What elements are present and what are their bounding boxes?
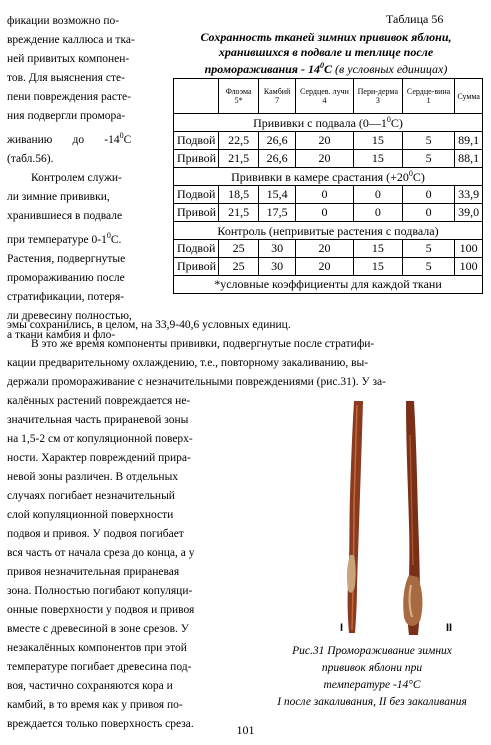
row-name-cell: Привой (174, 204, 219, 222)
caption-fragment: С (323, 62, 332, 76)
table-row (174, 240, 483, 258)
graft-specimen-1 (347, 401, 363, 633)
table-section-title (174, 222, 483, 240)
page-number: 101 (236, 723, 255, 737)
text-line: воя, частично сохраняются кора и (7, 680, 173, 692)
text-line-temp2 (7, 226, 163, 250)
table-section-title (174, 168, 483, 186)
table-header-cell: Флоэма 5* (219, 79, 259, 114)
caption-line: хранившихся в подвале и теплице после (218, 44, 434, 59)
table-section-row (174, 222, 483, 240)
table-cell: 15,4 (259, 186, 296, 204)
caption-fragment: (в условных единицах) (331, 62, 448, 76)
table-cell: 15 (353, 240, 402, 258)
degree-sup: 0 (408, 168, 413, 178)
table-cell: 100 (455, 240, 483, 258)
row-name-cell: Подвой (174, 186, 219, 204)
row-name-cell: Подвой (174, 132, 219, 150)
text-line: В это же время компоненты прививки, подвергнутые после стратифи- (31, 338, 375, 350)
table-section-row (174, 114, 483, 132)
text-line: привоя незначительная приранeвая (7, 566, 180, 578)
table-cell: 20 (296, 258, 354, 276)
table-cell: 20 (296, 132, 354, 150)
table-cell: 26,6 (259, 150, 296, 168)
table-cell: 20 (296, 240, 354, 258)
table-section-row (174, 168, 483, 186)
text-line: случаях погибает незначительный (7, 490, 175, 502)
text-line: а ткани камбия и фло- (7, 328, 116, 341)
table-cell: 15 (353, 258, 402, 276)
table-cell: 18,5 (219, 186, 259, 204)
table-cell: 88,1 (455, 150, 483, 168)
table-row (174, 186, 483, 204)
table-cell: 5 (402, 150, 454, 168)
degree-sup: 0 (319, 61, 324, 70)
text-line: значительная часть приранeвой зоны (7, 414, 189, 426)
table-row (174, 204, 483, 222)
table-cell: 15 (353, 132, 402, 150)
text-fragment: С. (110, 233, 122, 246)
text-line: Контролем служи- (31, 171, 122, 184)
table-row (174, 150, 483, 168)
table-caption (170, 30, 482, 77)
table-row (174, 258, 483, 276)
text-fragment: C (123, 133, 132, 146)
degree-sup: 0 (119, 131, 124, 140)
table-cell: 0 (353, 186, 402, 204)
text-line: фикации возможно по- (7, 15, 120, 27)
figure-label-1: I (340, 622, 344, 634)
table-cell: 22,5 (219, 132, 259, 150)
table-cell: 100 (455, 258, 483, 276)
table-cell: 20 (296, 150, 354, 168)
table-cell: 26,6 (259, 132, 296, 150)
text-line: ней привитых компонен- (7, 53, 130, 65)
table-cell: 17,5 (259, 204, 296, 222)
table-cell: 21,5 (219, 204, 259, 222)
table-cell: 25 (219, 258, 259, 276)
text-line: камбий, в то время как у привоя по- (7, 699, 183, 711)
text-line: Растения, подвергнутые (7, 252, 126, 265)
text-line: вреждается только поверхность среза. (7, 718, 194, 730)
table-cell: 33,9 (455, 186, 483, 204)
table-cell: 5 (402, 240, 454, 258)
text-line: онные поверхности у подвоя и привоя (7, 604, 195, 616)
table-cell: 0 (296, 204, 354, 222)
table-cell: 0 (402, 186, 454, 204)
degree-sup: 0 (386, 114, 391, 124)
text-line: ния подвергли проморa- (7, 110, 126, 122)
text-line: кации предварительному охлаждению, т.е., повторному закаливанию, вы- (7, 357, 369, 369)
text-line: вся часть от начала среза до конца, а у (7, 547, 195, 559)
graft-specimen-2 (403, 401, 422, 635)
text-line: эмы сохранились, в целом, на 33,9-40,6 условных единиц. (7, 319, 291, 331)
caption-fragment: промораживания - 14 (204, 62, 320, 76)
table-header-cell: Сердцев. лучи 4 (296, 79, 354, 114)
table-cell: 25 (219, 240, 259, 258)
table-header-cell: Сердце-вина 1 (402, 79, 454, 114)
table-row (174, 132, 483, 150)
section-title-fragment: Контроль (непривитые растения с подвала) (217, 223, 439, 238)
figure-label-2: II (446, 622, 453, 634)
caption-line: прививок яблони при (321, 662, 423, 674)
text-line: тов. Для выяснения сте- (7, 72, 125, 84)
text-line: слой копуляционной поверхности (7, 509, 174, 521)
row-name-cell: Подвой (174, 240, 219, 258)
figure-grafts-photo (268, 395, 482, 639)
text-line: ли древесину полностью, (7, 309, 132, 322)
table-cell: 0 (353, 204, 402, 222)
table-header-cell (174, 79, 219, 114)
text-line: ли зимние прививки, (7, 190, 110, 203)
caption-line: температуре -14°С (323, 679, 421, 691)
text-line: стратификации, потеря- (7, 290, 125, 303)
text-line: на 1,5-2 см от копуляционной поверх- (7, 433, 193, 445)
caption-line: Сохранность тканей зимних прививок яблони, (200, 30, 452, 44)
text-line: вместе с древесиной в зоне срезов. У (7, 623, 189, 635)
table-label: Таблица 56 (386, 12, 444, 26)
left-column-text (7, 12, 163, 345)
section-title-fragment: Прививки с подвала (0—1 (253, 115, 387, 130)
text-fragment: живанию до -14 (7, 133, 120, 146)
text-line: проморaживанию после (7, 271, 125, 284)
text-line: пени повреждения расте- (7, 91, 131, 103)
paragraph-2 (7, 335, 483, 392)
table-cell: 30 (259, 240, 296, 258)
text-line: калённых растений повреждается не- (7, 395, 191, 407)
section-title-fragment: Прививки в камере срастания (+20 (231, 169, 409, 184)
caption-line: I после закаливания, II без закаливания (277, 696, 467, 708)
text-line: ности. Характер повреждений прира- (7, 452, 191, 464)
lower-left-text (7, 392, 243, 734)
table-cell: 15 (353, 150, 402, 168)
text-line: незакалённых компонентов при этой (7, 642, 187, 654)
text-line: вреждение каллюса и тка- (7, 34, 135, 46)
table-cell: 39,0 (455, 204, 483, 222)
table-footnote: *условные коэффициенты для каждой ткани (174, 276, 483, 294)
table-cell: 0 (402, 204, 454, 222)
text-line: (табл.56). (7, 152, 54, 165)
table-header-cell: Сумма (455, 79, 483, 114)
table-cell: 5 (402, 258, 454, 276)
table-cell: 0 (296, 186, 354, 204)
table-cell: 21,5 (219, 150, 259, 168)
table-header-cell: Пери-дерма 3 (353, 79, 402, 114)
table-cell: 5 (402, 132, 454, 150)
table-header-row (174, 79, 483, 114)
caption-line (170, 59, 482, 77)
table-cell: 30 (259, 258, 296, 276)
figure-caption (256, 643, 488, 711)
section-title-fragment: С) (390, 115, 403, 130)
table-footnote-row (174, 276, 483, 294)
row-name-cell: Привой (174, 258, 219, 276)
text-line: хранившиеся в подвале (7, 209, 123, 222)
caption-line: Рис.31 Проморaживание зимних (292, 645, 452, 657)
table-cell: 89,1 (455, 132, 483, 150)
row-name-cell: Привой (174, 150, 219, 168)
table-header-cell: Камбий 7 (259, 79, 296, 114)
text-line: держали проморaживание с незначительными повреждениями (рис.31). У за- (7, 376, 386, 388)
degree-sup: 0 (106, 230, 111, 240)
text-fragment: при температуре 0-1 (7, 233, 107, 246)
text-line-temp (7, 126, 163, 150)
text-line: температуре погибает древесина под- (7, 661, 192, 673)
text-line: невой зоны различен. В отдельных (7, 471, 179, 483)
section-title-fragment: С) (412, 169, 425, 184)
continuation-text (7, 316, 483, 335)
text-line: подвоя и привоя. У подвоя погибает (7, 528, 184, 540)
table-section-title (174, 114, 483, 132)
text-line: зона. Полностью погибают копуляци- (7, 585, 193, 597)
tissue-preservation-table (173, 78, 483, 294)
